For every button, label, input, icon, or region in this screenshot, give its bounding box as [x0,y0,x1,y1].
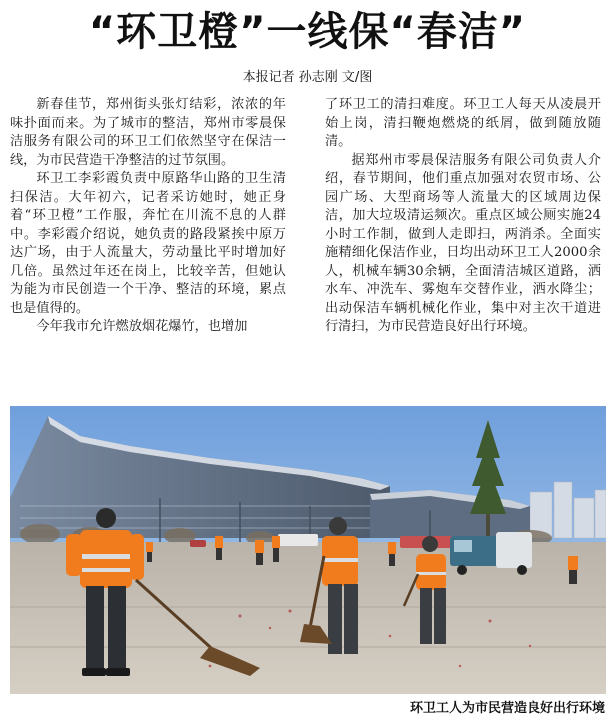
paragraph-fireworks-continued: 了环卫工的清扫难度。环卫工人每天从凌晨开始上岗，清扫鞭炮燃烧的纸屑，做到随放随清。 [325,97,601,149]
paragraph-intro: 新春佳节，郑州街头张灯结彩，浓浓的年味扑面而来。为了城市的整洁，郑州市零晨保洁服务有限公司的环卫工们依然坚守在保洁一线，为市民营造干净整洁的过节氛围。 [10,97,286,168]
paragraph-company: 据郑州市零晨保洁服务有限公司负责人介绍，春节期间，他们重点加强对农贸市场、公园广场、大型商场等人流量大的区域周边保洁，加大垃圾清运频次。重点区域公厕实施24小时工作制，做到人走即扫，两消杀。全面实施精细化保洁作业，日均出动环卫工人2000余人，机械车辆30余辆，全面清洁城区道路，洒水车、冲洗车、雾炮车交替作业，洒水降尘；出动保洁车辆机械化作业，集中对主次干道进行清扫，为市民营造良好出行环境。 [325,152,601,334]
news-photo [10,406,606,694]
article-byline: 本报记者 孙志刚 文/图 [242,70,373,85]
photo-scene [10,406,606,694]
article-column-right [325,96,601,392]
article-headline: “环卫橙”一线保“春洁” [88,9,527,55]
paragraph-li-caixia: 环卫工李彩霞负责中原路华山路的卫生清扫保洁。大年初六，记者采访她时，她正身着“环卫橙”工作服，奔忙在川流不息的人群中。李彩霞介绍说，她负责的路段紧挨中原万达广场，由于人流量大，劳动量比平时增加好几倍。虽然过年还在岗上，比较辛苦，但她认为能为市民创造一个干净、整洁的环境，累点也是值得的。 [10,171,286,316]
paragraph-fireworks: 今年我市允许燃放烟花爆竹，也增加 [36,319,248,334]
article-column-left [10,96,286,392]
photo-caption: 环卫工人为市民营造良好出行环境 [409,701,605,716]
